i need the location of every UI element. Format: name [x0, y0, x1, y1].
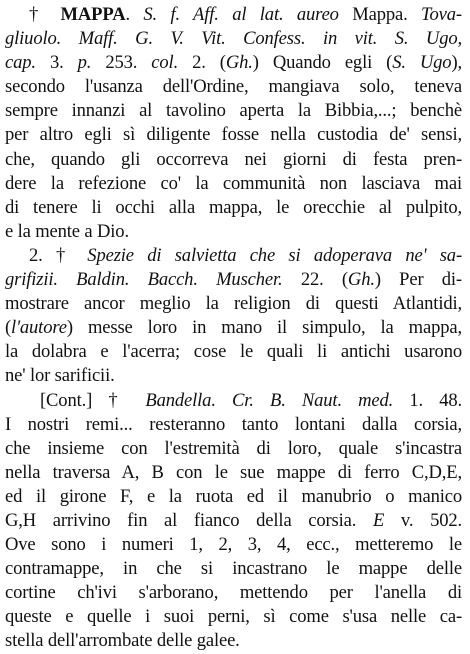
text-run: che insieme con l'estremità di loro, quale s'incastra — [5, 437, 462, 459]
text-run: Ove sono i numeri 1, 2, 3, 4, ecc., metteremo le — [5, 534, 462, 556]
text-line — [5, 437, 462, 461]
text-run: E — [372, 509, 385, 531]
text-line — [5, 220, 462, 244]
text-run: 2. † — [29, 244, 88, 266]
text-run: queste e quelle i suoi perni, sì come s'usa nelle ca- — [5, 606, 462, 628]
text-run: Spezie di salvietta che si adoperava ne' sa- — [87, 244, 462, 266]
text-line — [5, 3, 462, 27]
text-run: Mappa. — [338, 4, 422, 25]
text-run: mostrare ancor meglio la religion di questi Atlantidi, — [5, 293, 462, 315]
text-run: 253. — [105, 52, 152, 74]
text-line — [5, 75, 462, 99]
text-run: MAPPA — [60, 4, 126, 25]
text-run: sempre innanzi al tavolino aperta la Bibbia,...; benchè — [5, 100, 462, 122]
text-run: [Cont.] † — [40, 389, 146, 411]
text-run: ), — [451, 52, 462, 74]
text-run: grifizii. Baldin. Bacch. Muscher. — [5, 269, 283, 291]
text-run: col. — [151, 52, 193, 74]
text-line — [5, 123, 462, 147]
text-run: ed il girone F, e la ruota ed il manubrio o manico — [5, 485, 462, 507]
text-line — [5, 364, 462, 388]
text-run: secondo l'usanza dell'Ordine, mangiava solo, teneva — [5, 76, 462, 98]
text-run: e la mente a Dio. — [5, 220, 129, 242]
text-run: che, quando gli occorreva nei giorni di festa pren- — [5, 148, 462, 170]
text-run: gliuolo. Maff. G. V. Vit. Confess. in vit. S. Ugo, — [5, 28, 462, 50]
text-run: S. f. Aff. al lat. aureo — [143, 4, 339, 25]
text-line — [5, 27, 462, 51]
text-run: † — [29, 4, 61, 25]
text-run: v. 502. — [384, 509, 462, 531]
text-line — [5, 413, 462, 437]
text-line — [5, 581, 462, 605]
text-run: cortine ch'ivi s'arborano, mettendo per l'anella di — [5, 582, 462, 604]
text-run: ) messe loro in mano il simpulo, la mappa, — [66, 317, 462, 339]
text-line — [5, 485, 462, 509]
text-run: 3. — [49, 52, 78, 74]
text-run: 2. ( — [192, 52, 226, 74]
text-run: nella traversa A, B con le sue mappe di ferro C,D,E, — [5, 461, 462, 483]
text-run: ( — [5, 317, 12, 339]
text-run: S. Ugo — [392, 52, 452, 74]
text-line — [5, 244, 462, 268]
text-run: Tova- — [421, 4, 462, 25]
text-line — [5, 316, 462, 340]
text-run: Bandella. Cr. B. Naut. med. — [145, 389, 394, 411]
text-run: per altro egli sì diligente fosse nella custodia de' sensi, — [5, 124, 462, 146]
text-line — [5, 389, 462, 413]
text-run: Gh. — [225, 52, 253, 74]
text-line — [5, 605, 462, 629]
text-run: G,H arrivino fin al fianco della corsia. — [5, 509, 373, 531]
text-line — [5, 196, 462, 220]
text-run: 1. 48. — [393, 389, 462, 411]
text-run: ne' lor sarificii. — [5, 365, 115, 387]
text-run: dere la refezione co' la communità non lasciava mai — [5, 172, 462, 194]
text-run: stella dell'arrombate delle galee. — [5, 630, 240, 652]
text-line — [5, 461, 462, 485]
text-line — [5, 292, 462, 316]
text-line — [5, 148, 462, 172]
text-run: contramappe, in che si incastrano le mappe delle — [5, 558, 462, 580]
text-line — [5, 51, 462, 75]
text-run: 22. ( — [282, 269, 348, 291]
text-run: di tenere li occhi alla mappa, le orecchie al pulpito, — [5, 196, 462, 218]
text-line — [5, 99, 462, 123]
text-run: l'autore — [11, 317, 67, 339]
text-run: p. — [77, 52, 106, 74]
text-run: ) Per di- — [374, 269, 462, 291]
text-line — [5, 172, 462, 196]
text-run: I nostri remi... resteranno tanto lontani dalla corsia, — [5, 413, 462, 435]
text-line — [5, 268, 462, 292]
text-run: la dolabra e l'acerra; cose le quali li antichi usarono — [5, 341, 462, 363]
text-line — [5, 509, 462, 533]
text-line — [5, 533, 462, 557]
text-line — [5, 629, 462, 653]
text-run: ) Quando egli ( — [252, 52, 393, 74]
text-line — [5, 340, 462, 364]
text-run: Gh. — [347, 269, 375, 291]
text-run: . — [125, 4, 144, 25]
text-run: cap. — [5, 52, 50, 74]
